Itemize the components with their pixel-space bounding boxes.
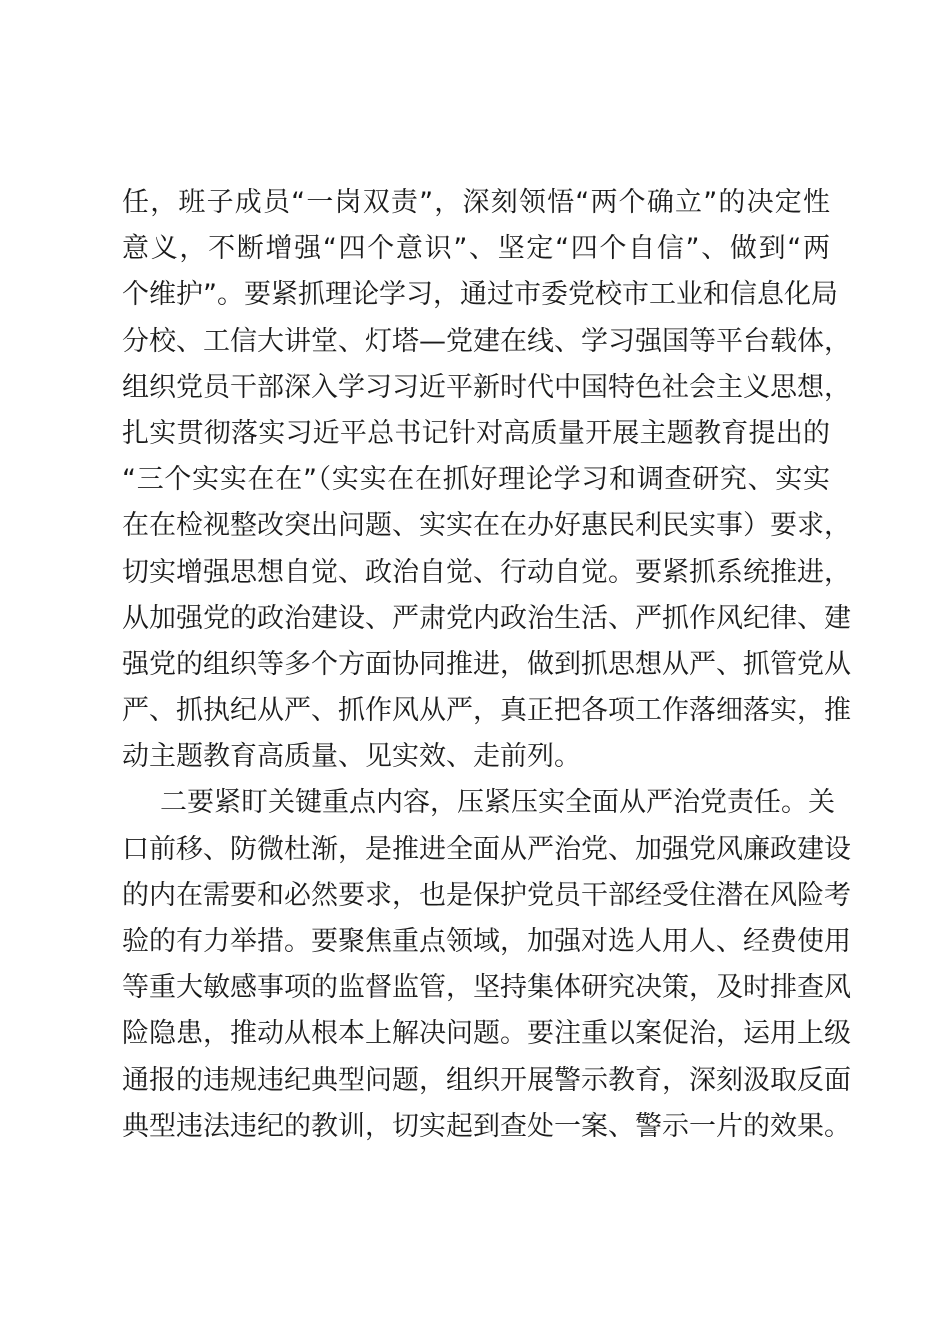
text-line: 口前移、防微杜渐，是推进全面从严治党、加强党风廉政建设: [122, 833, 851, 865]
text-line: 扎实贯彻落实习近平总书记针对高质量开展主题教育提出的: [122, 417, 830, 449]
text-line: 验的有力举措。要聚焦重点领域，加强对选人用人、经费使用: [122, 926, 851, 957]
text-line: 任，班子成员“一岗双责”，深刻领悟“两个确立”的决定性: [122, 187, 830, 218]
text-line: 组织党员干部深入学习习近平新时代中国特色社会主义思想，: [122, 371, 851, 403]
text-line: 等重大敏感事项的监督监管，坚持集体研究决策，及时排查风: [122, 972, 851, 1004]
text-line: 严、抓执纪从严、抓作风从严，真正把各项工作落细落实，推: [122, 695, 851, 727]
text-line: 强党的组织等多个方面协同推进，做到抓思想从严、抓管党从: [122, 648, 851, 680]
document-page: [122, 180, 851, 1150]
text-line: 个维护”。要紧抓理论学习，通过市委党校市工业和信息化局: [122, 279, 838, 311]
text-line: 动主题教育高质量、见实效、走前列。: [122, 741, 581, 773]
paragraph: [122, 780, 851, 1150]
paragraph: [122, 180, 851, 780]
text-line: 分校、工信大讲堂、灯塔—党建在线、学习强国等平台载体，: [122, 325, 851, 357]
text-line: 险隐患，推动从根本上解决问题。要注重以案促治，运用上级: [122, 1018, 851, 1050]
text-line: “三个实实在在”（实实在在抓好理论学习和调查研究、实实: [122, 464, 830, 496]
text-line: 从加强党的政治建设、严肃党内政治生活、严抓作风纪律、建: [122, 602, 851, 634]
text-line: 典型违法违纪的教训，切实起到查处一案、警示一片的效果。: [122, 1110, 851, 1142]
text-line: 切实增强思想自觉、政治自觉、行动自觉。要紧抓系统推进，: [122, 556, 851, 588]
text-line: 在在检视整改突出问题、实实在在办好惠民利民实事）要求，: [122, 510, 851, 542]
text-line: 二要紧盯关键重点内容，压紧压实全面从严治党责任。关: [160, 787, 835, 819]
text-line: 的内在需要和必然要求，也是保护党员干部经受住潜在风险考: [122, 879, 851, 911]
text-line: 通报的违规违纪典型问题，组织开展警示教育，深刻汲取反面: [122, 1064, 851, 1096]
text-line: 意义，不断增强“四个意识”、坚定“四个自信”、做到“两: [122, 233, 830, 265]
